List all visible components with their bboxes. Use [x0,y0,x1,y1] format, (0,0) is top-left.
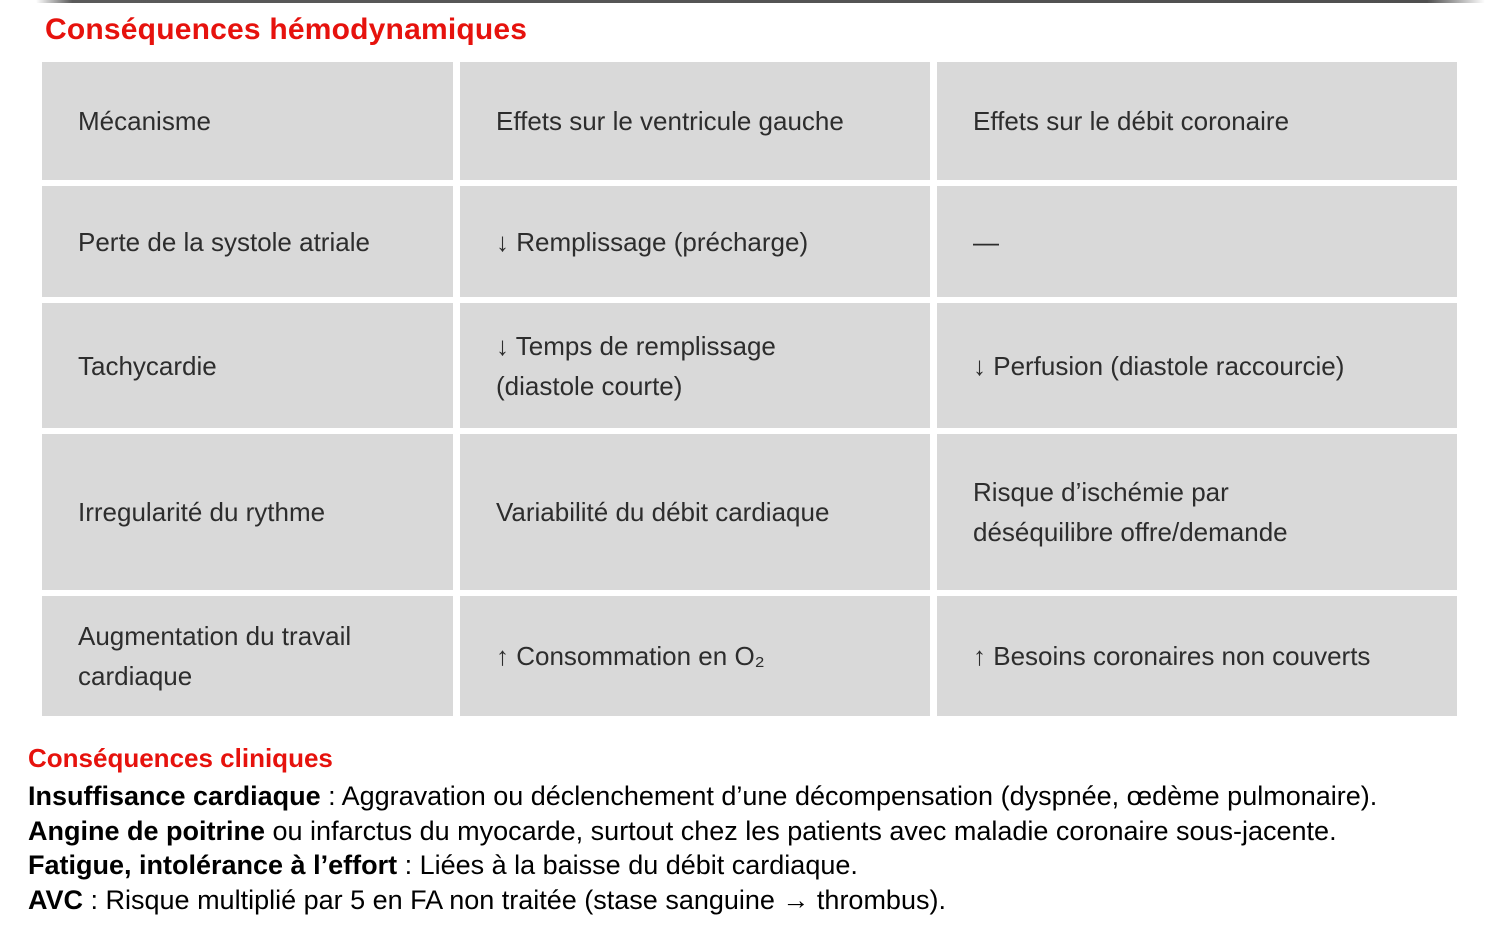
table-cell [937,596,1457,716]
clinical-item-fatigue [28,848,1488,883]
table-cell [460,186,930,297]
cell-text: — [973,226,999,257]
table-cell [42,434,453,590]
header-label: Mécanisme [78,106,211,136]
table-cell [937,303,1457,428]
clinical-item-lead: Fatigue, intolérance à l’effort [28,850,398,881]
clinical-section [28,743,1488,917]
clinical-item-stroke [28,883,1488,918]
clinical-item-text: : Liées à la baisse du débit cardiaque. [397,850,858,881]
cell-text: ↓ Remplissage (précharge) [496,226,809,257]
clinical-item-lead: Angine de poitrine [28,815,266,846]
header-label: Effets sur le ventricule gauche [496,106,844,136]
table-cell [937,434,1457,590]
clinical-item-text: : Risque multiplié par 5 en FA non traitée (stase sanguine → thrombus). [83,884,946,915]
cell-text: Risque d’ischémie par déséquilibre offre/demande [973,477,1288,547]
hemodynamics-table [42,62,1457,716]
table-cell [42,186,453,297]
cell-text: Augmentation du travail cardiaque [78,621,352,691]
cell-text: ↑ Consommation en O₂ [496,641,765,671]
table-cell [42,596,453,716]
cell-text: Variabilité du débit cardiaque [496,497,830,527]
header-cell-lv-effects [460,62,930,180]
top-rule [36,0,1485,3]
clinical-item-angina [28,814,1488,849]
page-title: Conséquences hémodynamiques [45,13,528,46]
cell-text: ↓ Temps de remplissage (diastole courte) [496,330,776,401]
table-cell [460,303,930,428]
table-cell [460,596,930,716]
cell-text: ↓ Perfusion (diastole raccourcie) [973,350,1345,381]
header-cell-coronary-effects [937,62,1457,180]
clinical-item-text: : Aggravation ou déclenchement d’une décompensation (dyspnée, œdème pulmonaire). [320,781,1378,811]
table-cell [460,434,930,590]
header-label: Effets sur le débit coronaire [973,106,1290,136]
table-cell [937,186,1457,297]
cell-text: ↑ Besoins coronaires non couverts [973,641,1371,671]
clinical-item-lead: AVC [28,884,84,915]
cell-text: Irregularité du rythme [78,497,326,527]
cell-text: Tachycardie [78,350,217,381]
clinical-item-lead: Insuffisance cardiaque [28,781,321,811]
table-cell [42,303,453,428]
clinical-item-text: ou infarctus du myocarde, surtout chez les patients avec maladie coronaire sous-jacente. [265,815,1337,846]
cell-text: Perte de la systole atriale [78,226,370,257]
clinical-item-heart-failure [28,779,1488,814]
clinical-heading: Conséquences cliniques [28,743,333,773]
header-cell-mechanism [42,62,453,180]
